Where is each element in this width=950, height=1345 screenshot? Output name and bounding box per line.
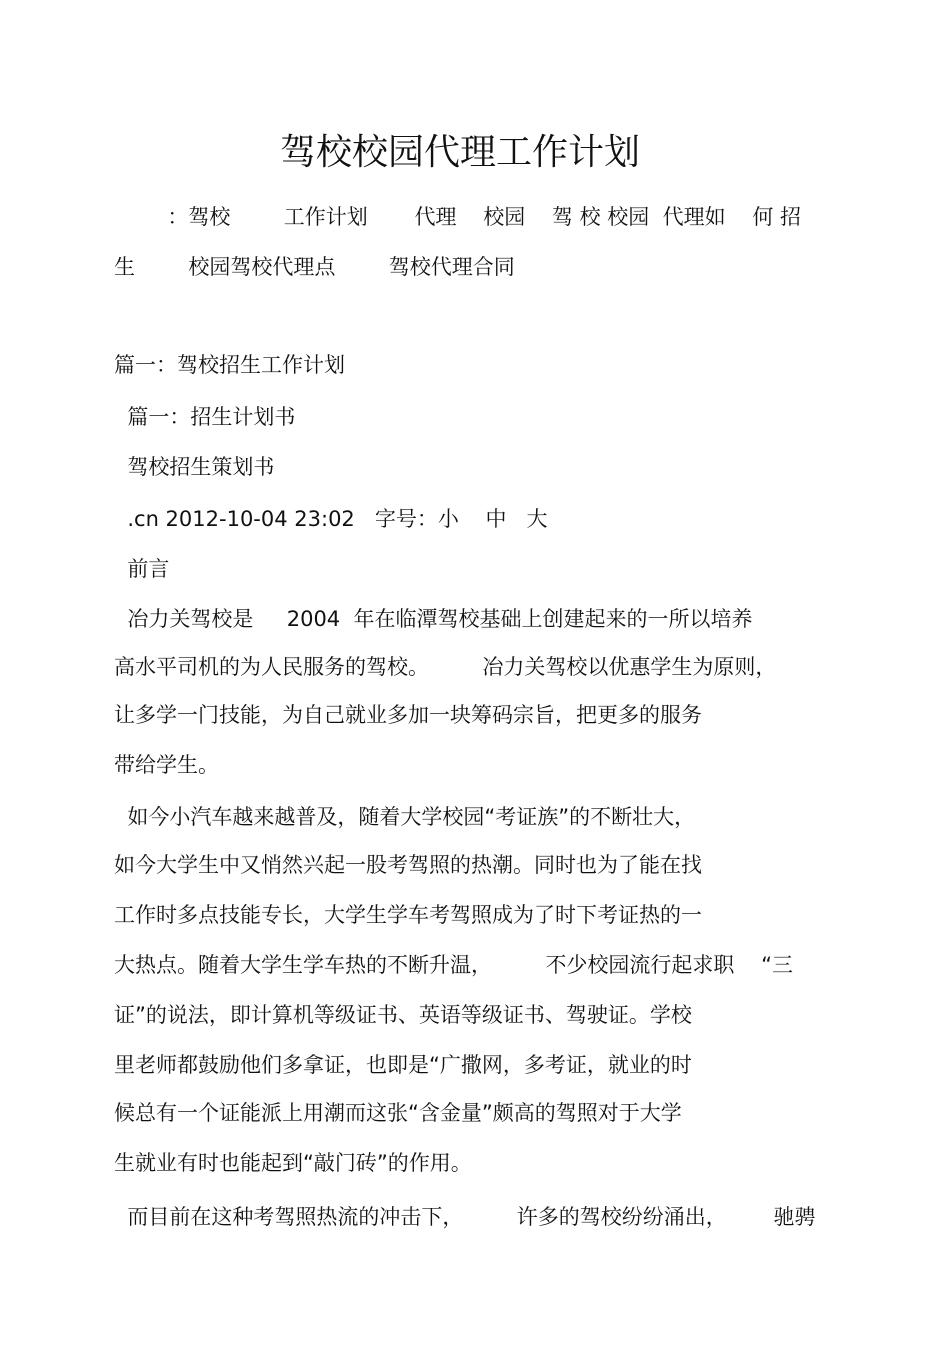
body-line: 如今小汽车越来越普及，随着大学校园“考证族”的不断壮大，: [114, 805, 696, 829]
body-line: 高水平司机的为人民服务的驾校。 冶力关驾校以优惠学生为原则，: [114, 655, 777, 679]
body-line: 让多学一门技能，为自己就业多加一块筹码宗旨，把更多的服务: [114, 703, 702, 727]
document-title: 驾校校园代理工作计划: [279, 132, 640, 173]
keywords-line-1: ：驾校 工作计划 代理 校园 驾 校 校园 代理如 何 招: [114, 205, 802, 229]
body-line: 生就业有时也能起到“敲门砖”的作用。: [114, 1151, 472, 1175]
body-line: 大热点。随着大学生学车热的不断升温， 不少校园流行起求职 “三: [114, 953, 793, 977]
body-line: 证”的说法，即计算机等级证书、英语等级证书、驾驶证。学校: [114, 1003, 692, 1027]
body-line: 而目前在这种考驾照热流的冲击下， 许多的驾校纷纷涌出， 驰骋: [114, 1205, 816, 1229]
body-line: 冶力关驾校是 2004 年在临潭驾校基础上创建起来的一所以培养: [114, 607, 753, 631]
keywords-line-2: 生 校园驾校代理点 驾校代理合同: [114, 255, 515, 279]
plan-title: 驾校招生策划书: [114, 455, 275, 479]
date-font-size-line: .cn 2012-10-04 23:02 字号：小 中 大: [114, 507, 548, 531]
body-line: 候总有一个证能派上用潮而这张“含金量”颇高的驾照对于大学: [114, 1101, 682, 1125]
body-line: 带给学生。: [114, 753, 219, 777]
preface-heading: 前言: [114, 557, 170, 581]
section-heading: 篇一：驾校招生工作计划: [114, 353, 345, 377]
body-line: 里老师都鼓励他们多拿证，也即是“广撒网，多考证，就业的时: [114, 1053, 692, 1077]
subsection-heading: 篇一：招生计划书: [114, 405, 296, 429]
body-line: 如今大学生中又悄然兴起一股考驾照的热潮。同时也为了能在找: [114, 853, 702, 877]
body-line: 工作时多点技能专长，大学生学车考驾照成为了时下考证热的一: [114, 903, 702, 927]
